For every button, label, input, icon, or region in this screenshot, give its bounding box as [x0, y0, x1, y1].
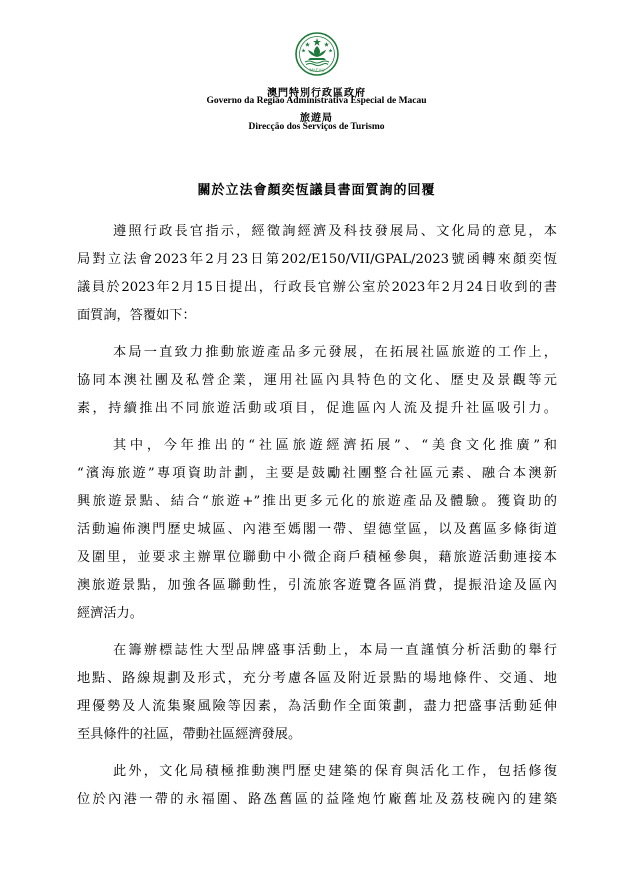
body-line: 位於內港一帶的永福圍、路氹舊區的益隆炮竹廠舊址及荔枝碗內的建築 [77, 792, 557, 807]
gov-name-pt: Governo da Região Administrativa Especial de Macau [206, 96, 427, 106]
body-line: 興旅遊景點、結合“旅遊+”推出更多元化的旅遊產品及體驗。獲資助的 [77, 494, 557, 509]
body-line: 協同本澳社團及私營企業，運用社區內具特色的文化、歷史及景觀等元 [77, 373, 557, 388]
document-title: 關於立法會顏奕恆議員書面質詢的回覆 [197, 183, 436, 198]
body-line: 地點、路線規劃及形式，充分考慮各區及附近景點的場地條件、交通、地 [77, 671, 557, 686]
body-line: 素，持續推出不同旅遊活動或項目，促進區內人流及提升社區吸引力。 [77, 401, 557, 416]
body-line: 面質詢，答覆如下： [77, 308, 196, 323]
macau-emblem-icon [295, 32, 339, 76]
body-line: 遵照行政長官指示，經徵詢經濟及科技發展局、文化局的意見，本 [113, 224, 557, 239]
body-line: 本局一直致力推動旅遊產品多元發展，在拓展社區旅遊的工作上， [113, 345, 557, 360]
body-line: 此外，文化局積極推動澳門歷史建築的保育與活化工作，包括修復 [113, 764, 557, 779]
body-line: 經濟活力。 [77, 606, 143, 621]
body-line: “濱海旅遊”專項資助計劃，主要是鼓勵社團整合社區元素、融合本澳新 [77, 466, 557, 481]
body-line: 及圍里，並要求主辦單位聯動中小微企商戶積極參與，藉旅遊活動連接本 [77, 550, 557, 565]
gov-name-zh: 澳門特別行政區政府 [267, 88, 366, 99]
body-line: 局對立法會2023年2月23日第202/E150/VII/GPAL/2023號函轉來顏奕恆 [77, 252, 557, 267]
dept-name-zh: 旅遊局 [300, 113, 333, 124]
body-line: 活動遍佈澳門歷史城區、內港至媽閣一帶、望德堂區，以及舊區多條街道 [77, 522, 557, 537]
emblem-text: MACAU [309, 67, 325, 73]
body-line: 議員於2023年2月15日提出，行政長官辦公室於2023年2月24日收到的書 [77, 280, 557, 295]
body-line: 其中，今年推出的“社區旅遊經濟拓展”、“美食文化推廣”和 [113, 438, 557, 453]
body-line: 澳旅遊景點，加強各區聯動性，引流旅客遊覽各區消費，提振沿途及區內 [77, 578, 557, 593]
body-line: 至具條件的社區，帶動社區經濟發展。 [77, 727, 302, 742]
body-line: 在籌辦標誌性大型品牌盛事活動上，本局一直謹慎分析活動的舉行 [113, 643, 557, 658]
dept-name-pt: Direcção dos Serviços de Turismo [248, 122, 385, 132]
body-line: 理優勢及人流集聚風險等因素，為活動作全面策劃，盡力把盛事活動延伸 [77, 699, 557, 714]
